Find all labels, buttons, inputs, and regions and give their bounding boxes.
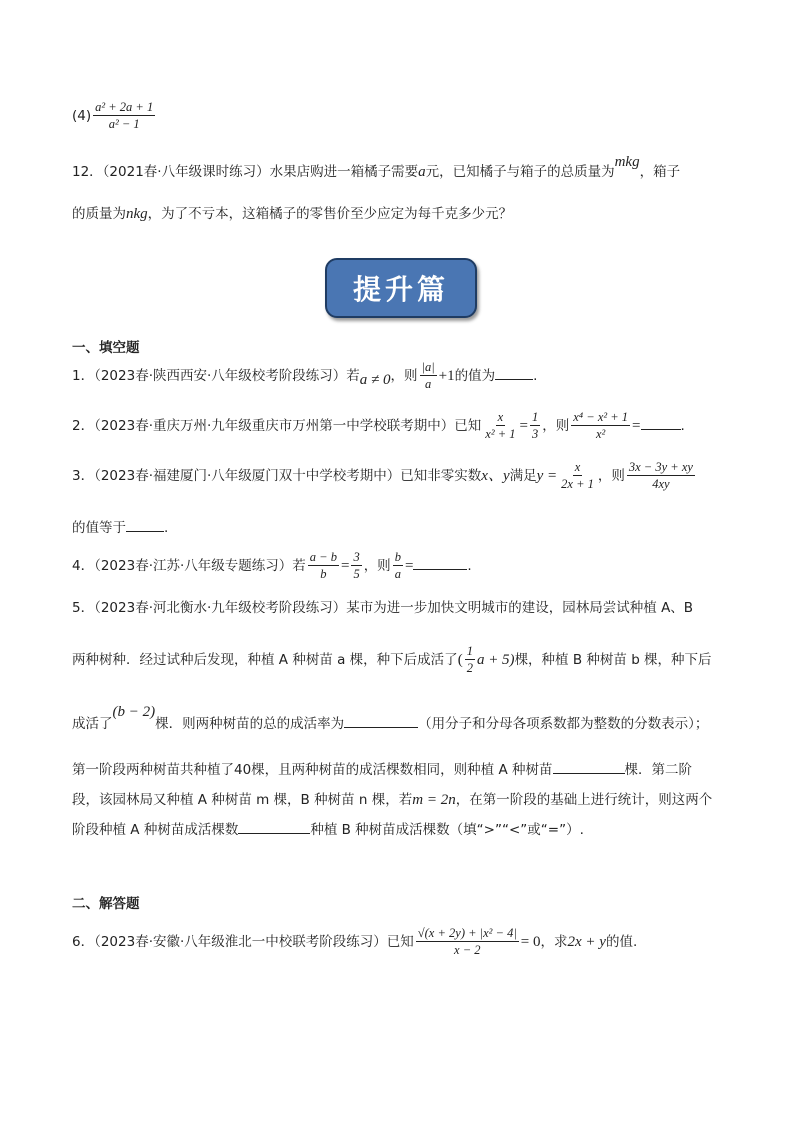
q6-denominator: x − 2 (454, 943, 481, 958)
q2-fraction-3 (571, 410, 630, 442)
q12-text: 元，已知橘子与箱子的总质量为 (425, 164, 615, 180)
q4-eq2: = (404, 557, 414, 574)
q6-eq: = 0 (520, 933, 541, 950)
q5-text: 成活了 (72, 716, 113, 732)
q4-fraction-2 (351, 550, 361, 582)
q5-compare-blank[interactable] (238, 821, 310, 834)
q2-f2-den: 3 (531, 427, 539, 442)
q4-f3-den: a (394, 567, 401, 582)
q2-text: . (680, 417, 685, 434)
section-banner (325, 258, 477, 318)
q12-text: 12．（2021春·八年级课时练习）水果店购进一箱橘子需要 (72, 164, 419, 180)
banner-title: 提升篇 (352, 273, 449, 306)
q3-text: 的值等于 (72, 520, 126, 536)
q2-eq: = (519, 417, 528, 434)
q1-denominator: a (424, 377, 432, 392)
section-answer-title: 二、解答题 (72, 896, 140, 912)
q12-mass-total: mkg (614, 154, 640, 170)
q1-answer-blank[interactable] (495, 367, 533, 380)
q5-text: ，在第一阶段的基础上进行统计，则这两个 (455, 792, 713, 808)
q12-text: ，箱子 (639, 164, 681, 180)
q11-part4-denominator: a² − 1 (108, 117, 140, 132)
q3-lhs: y = (536, 467, 558, 484)
q5-expr1-fraction (465, 644, 475, 676)
q4-eq: = (340, 557, 350, 574)
q6-numerator: √(x + 2y) + |x² − 4| (416, 926, 519, 942)
q3-text: 3．（2023春·福建厦门·八年级厦门双十中学校考期中）已知非零实数 (72, 467, 482, 484)
q11-part4-fraction (93, 100, 155, 132)
q5-line6 (72, 818, 584, 838)
q5-expr1-open: ( (457, 651, 463, 668)
q12-line2 (72, 202, 512, 223)
q5-text: （用分子和分母各项系数都为整数的分数表示）； (418, 716, 709, 732)
q4-text: 4．（2023春·江苏·八年级专题练习）若 (72, 557, 306, 574)
q4-f1-num: a − b (308, 550, 339, 566)
q3-line2 (72, 516, 168, 536)
q5-line2 (72, 644, 712, 676)
q3-text: . (164, 520, 169, 536)
q5-text: 段，该园林局又种植 A 种树苗 m 棵，B 种树苗 n 棵，若 (72, 792, 413, 808)
q2-text: ，则 (542, 417, 570, 434)
q4-f1-den: b (320, 567, 327, 582)
q5-count-blank[interactable] (553, 761, 625, 774)
q2-text: 2．（2023春·重庆万州·九年级重庆市万州第一中学校联考期中）已知 (72, 417, 482, 434)
q4-fraction-3 (393, 550, 403, 582)
q3-answer-blank[interactable] (126, 519, 164, 532)
q2-f2-num: 1 (530, 410, 540, 426)
q3-line1 (72, 460, 697, 492)
q6-fraction (416, 926, 519, 958)
q5-rate-blank[interactable] (344, 715, 418, 728)
q11-part4-numerator: a² + 2a + 1 (93, 100, 155, 116)
q5-text: 阶段种植 A 种树苗成活棵数 (72, 822, 239, 838)
q5-line3 (72, 704, 709, 733)
q3-f1-den: 2x + 1 (561, 477, 594, 492)
q6-text: ，求 (540, 933, 568, 950)
q11-part4-label: (4) (72, 107, 92, 124)
q6-text: 的值. (605, 933, 638, 950)
q3-f2-num: 3x − 3y + xy (627, 460, 695, 476)
q4-text: ，则 (363, 557, 391, 574)
q5-line4 (72, 758, 692, 778)
q2-f1-den: x² + 1 (485, 427, 516, 442)
q5-expr1-tail: a + 5) (476, 651, 515, 668)
q5-condition: m = 2n (412, 792, 456, 808)
q2-eq2: = (632, 417, 641, 434)
q12-line1 (72, 154, 681, 181)
q5-line1: 5．（2023春·河北衡水·九年级校考阶段练习）某市为进一步加快文明城市的建设，园林局尝试种植 A、B (72, 600, 694, 616)
q1-expr-tail: +1 (438, 367, 455, 384)
q12-var-a: a (418, 164, 426, 180)
q5-expr2: (b − 2) (112, 704, 156, 720)
q1-text: ，则 (390, 367, 418, 384)
q1-numerator: |a| (420, 360, 437, 376)
section-fill-blank-title: 一、填空题 (72, 340, 140, 356)
q5-expr1-den: 2 (466, 661, 473, 676)
q2-fraction-1 (483, 410, 517, 442)
q3-fraction-2 (627, 460, 695, 492)
q2-f3-num: x⁴ − x² + 1 (571, 410, 630, 426)
q3-vars: x、y (481, 467, 510, 484)
q12-text: ，为了不亏本，这箱橘子的零售价至少应定为每千克多少元？ (147, 206, 513, 222)
q3-fraction-1 (559, 460, 596, 492)
q6-text: 6．（2023春·安徽·八年级淮北一中校联考阶段练习）已知 (72, 933, 414, 950)
q5-text: 棵．第二阶 (624, 762, 692, 778)
q1-text: 的值为 (454, 367, 496, 384)
q3-f2-den: 4xy (652, 477, 670, 492)
q2 (72, 410, 685, 442)
q4-f3-num: b (393, 550, 403, 566)
q3-f1-num: x (573, 460, 583, 476)
q3-text: ，则 (597, 467, 625, 484)
q4-fraction-1 (308, 550, 339, 582)
q2-f3-den: x² (595, 427, 606, 442)
q4 (72, 550, 472, 582)
q4-answer-blank[interactable] (413, 557, 467, 570)
q2-fraction-2 (530, 410, 540, 442)
q2-answer-blank[interactable] (641, 417, 681, 430)
q5-text: 种植 B 种树苗成活棵数（填“>”“<”或“=”）. (310, 822, 584, 838)
q1-text: 1．（2023春·陕西西安·八年级校考阶段练习）若 (72, 367, 360, 384)
q3-text: 满足 (509, 467, 537, 484)
q4-f2-den: 5 (353, 567, 360, 582)
q1-fraction (420, 360, 437, 392)
q6-target-expr: 2x + y (567, 933, 606, 950)
q5-line5 (72, 788, 712, 809)
q12-mass-box: nkg (126, 206, 148, 222)
q6 (72, 926, 637, 958)
q12-text: 的质量为 (72, 206, 126, 222)
q2-f1-num: x (496, 410, 506, 426)
q5-text: 棵，种植 B 种树苗 b 棵，种下后 (514, 651, 712, 668)
q5-text: 棵．则两种树苗的总的成活率为 (155, 716, 345, 732)
q5-text: 第一阶段两种树苗共种植了40棵，且两种树苗的成活棵数相同，则种植 A 种树苗 (72, 762, 553, 778)
q11-part4 (72, 100, 157, 132)
q4-f2-num: 3 (351, 550, 361, 566)
q1-condition: a ≠ 0 (359, 371, 391, 388)
q4-text: . (467, 557, 472, 574)
q5-expr1-num: 1 (465, 644, 475, 660)
q5-text: 两种树种．经过试种后发现，种植 A 种树苗 a 棵，种下后成活了 (72, 651, 458, 668)
q1 (72, 360, 537, 392)
q1-text: . (533, 367, 538, 384)
